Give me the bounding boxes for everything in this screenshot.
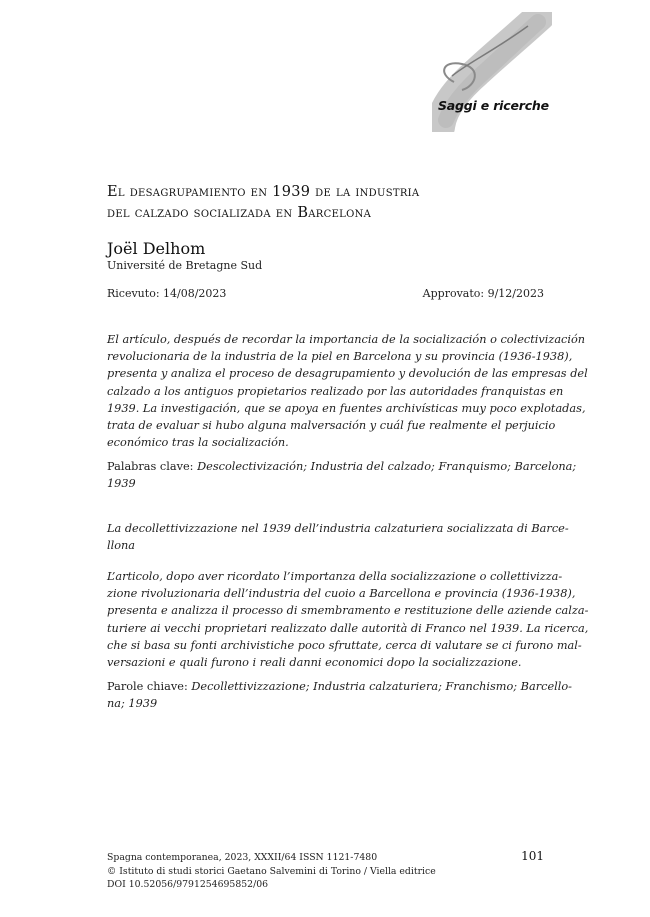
abstract-line: El artículo, después de recordar la importancia de la socialización o colectivización <box>107 333 586 346</box>
abstract-line: turiere ai vecchi proprietari realizzato dalle autorità di Franco nel 1939. La ricerca, <box>107 621 589 635</box>
doi-link[interactable]: DOI 10.52056/9791254695852/06 <box>107 879 269 891</box>
abstract-line: revolucionaria de la industria de la piel en Barcelona y su provincia (1936-1938), <box>107 350 573 364</box>
abstract-line: trata de evaluar si hubo alguna malversación y cuál fue realmente el perjuicio <box>107 419 556 433</box>
abstract-line: 1939. La investigación, que se apoya en fuentes archivísticas muy poco explotadas, <box>107 401 586 415</box>
page-footer <box>107 851 544 892</box>
abstract-line: presenta y analiza el proceso de desagrupamiento y devolución de las empresas del <box>107 367 588 381</box>
title-line: del calzado socializada en Barcelona <box>107 205 372 221</box>
title-line: El desagrupamiento en 1939 de la industria <box>107 184 420 200</box>
article-title <box>107 182 547 224</box>
series-label: Saggi e ricerche <box>438 98 549 113</box>
keywords-label: Parole chiave: <box>107 680 188 693</box>
brush-stroke-icon <box>432 12 552 132</box>
abstract-line: L’articolo, dopo aver ricordato l’importanza della socializzazione o collettivizza- <box>107 570 563 583</box>
keywords-line: 1939 <box>107 477 136 491</box>
journal-info: Spagna contemporanea, 2023, XXXII/64 ISSN 1121-7480 <box>107 852 378 863</box>
approved-date: Approvato: 9/12/2023 <box>422 287 544 300</box>
title-it-line: llona <box>107 539 136 553</box>
keywords-label: Palabras clave: <box>107 460 194 473</box>
page-number: 101 <box>521 849 544 863</box>
abstract-line: calzado a los antiguos propietarios realizado por las autoridades franquistas en <box>107 384 564 398</box>
title-italian <box>107 520 569 554</box>
abstract-line: presenta e analizza il processo di smembramento e restituzione delle aziende calza- <box>107 604 589 618</box>
series-logo <box>432 12 552 132</box>
abstract-line: económico tras la socialización. <box>107 436 289 450</box>
abstract-spanish <box>107 331 588 451</box>
author-name: Joël Delhom <box>107 239 206 258</box>
keywords-italian <box>107 678 572 712</box>
keywords-line <box>107 678 572 695</box>
abstract-line: versazioni e quali furono i reali danni economici dopo la socializzazione. <box>107 656 522 670</box>
abstract-line: zione rivoluzionaria dell’industria del cuoio a Barcellona e provincia (1936-1938), <box>107 587 576 601</box>
title-it-line: La decollettivizzazione nel 1939 dell’industria calzaturiera socializzata di Barce- <box>107 522 569 535</box>
keywords-spanish <box>107 458 577 492</box>
received-date: Ricevuto: 14/08/2023 <box>107 287 227 300</box>
keywords-line: na; 1939 <box>107 697 158 711</box>
abstract-line: che si basa su fonti archivistiche poco sfruttate, cerca di valutare se ci furono mal- <box>107 638 582 652</box>
copyright-notice: © Istituto di studi storici Gaetano Salvemini di Torino / Viella editrice <box>107 865 436 877</box>
author-affiliation: Université de Bretagne Sud <box>107 259 263 272</box>
keywords-line <box>107 458 577 475</box>
keywords-list: Descolectivización; Industria del calzado; Franquismo; Barcelona; <box>197 460 577 473</box>
keywords-list: Decollettivizzazione; Industria calzaturiera; Franchismo; Barcello- <box>191 680 572 693</box>
abstract-italian <box>107 568 589 671</box>
